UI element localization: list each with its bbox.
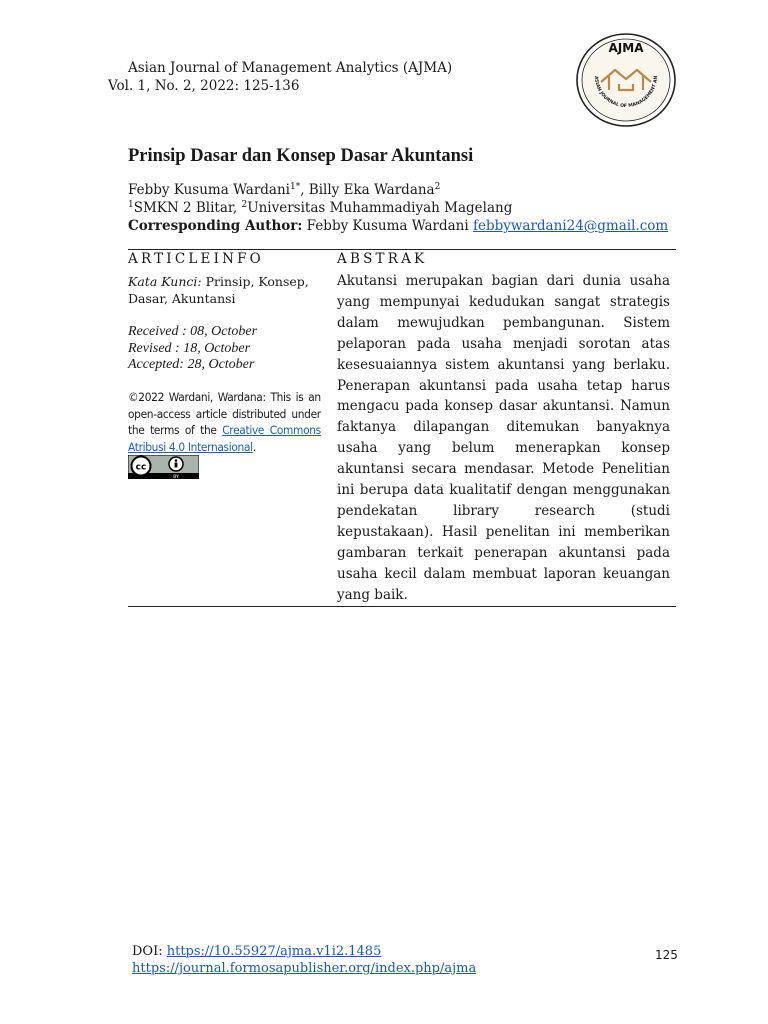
cc-icon: [132, 457, 151, 476]
corr-name: Febby Kusuma Wardani: [302, 218, 473, 234]
abstract-heading: ABSTRAK: [337, 251, 428, 267]
cc-badge-label: BY: [173, 475, 179, 479]
author-1: Febby Kusuma Wardani: [128, 182, 290, 198]
received-date: Received : 08, October: [128, 324, 258, 339]
top-rule: [128, 249, 676, 250]
journal-volume: Vol. 1, No. 2, 2022: 125-136: [108, 78, 300, 94]
corr-label: Corresponding Author:: [128, 218, 303, 234]
keywords-label: Kata Kunci:: [128, 274, 202, 289]
logo-text: AJMA: [608, 41, 644, 55]
footer-links: [132, 943, 476, 977]
corresponding-author: [128, 218, 668, 234]
cc-by-badge[interactable]: [128, 455, 199, 479]
svg-text:cc: cc: [135, 462, 147, 473]
attribution-icon: [169, 457, 183, 471]
journal-name: Asian Journal of Management Analytics (AJMA): [128, 60, 453, 76]
bottom-rule: [128, 606, 676, 607]
affil-2: Universitas Muhammadiyah Magelang: [247, 200, 513, 216]
doi-label: DOI:: [132, 944, 167, 959]
corr-email-link[interactable]: febbywardani24@gmail.com: [472, 218, 669, 234]
article-dates: [128, 324, 321, 374]
affil-1: SMKN 2 Blitar,: [133, 200, 242, 216]
page-number: 125: [655, 948, 678, 962]
license-suffix: .: [252, 441, 256, 455]
author-line: [128, 182, 440, 198]
license-statement: [128, 390, 321, 457]
license-prefix: ©2022 Wardani, Wardana: This is an open-access article distributed under the terms of the: [128, 391, 321, 438]
doi-line: [132, 943, 476, 960]
author-2: , Billy Eka Wardana: [300, 182, 435, 198]
accepted-date: Accepted: 28, October: [128, 357, 255, 372]
keywords: [128, 273, 321, 307]
author-1-mark: 1*: [289, 182, 301, 192]
article-title: Prinsip Dasar dan Konsep Dasar Akuntansi: [128, 146, 474, 166]
keywords-list: Prinsip, Konsep, Dasar, Akuntansi: [128, 274, 309, 306]
journal-logo: [575, 32, 677, 128]
logo-ring-text: ASIAN JOURNAL OF MANAGEMENT AN: [592, 75, 660, 110]
license-link[interactable]: Creative Commons Atribusi 4.0 Internasional: [128, 424, 321, 455]
article-info-heading: ARTICLEINFO: [128, 251, 264, 267]
doi-link[interactable]: https://10.55927/ajma.v1i2.1485: [166, 944, 382, 959]
affil-1-mark: 1: [128, 200, 134, 210]
affil-2-mark: 2: [241, 200, 248, 210]
abstract-text: Akutansi merupakan bagian dari dunia usaha yang mempunyai kedudukan sangat strategis dalam mewujudkan pembangunan. Sistem pelaporan pada usaha menjadi sorotan atas kesesuaiannya sistem akuntansi yang berlaku. Penerapan akuntansi pada usaha tetap harus mengacu pada konsep dasar akuntansi. Namun faktanya dilapangan ditemukan banyaknya usaha yang belum menerapkan konsep akuntansi secara mendasar. Metode Penelitian ini berupa data kualitatif dengan menggunakan pendekatan library research (studi kepustakaan). Hasil penelitan ini memberikan gambaran terkait penerapan akuntansi pada usaha kecil dalam membuat laporan keuangan yang baik.: [337, 273, 670, 603]
author-2-mark: 2: [434, 182, 441, 192]
affiliation-line: [128, 200, 512, 216]
revised-date: Revised : 18, October: [128, 340, 251, 356]
journal-url-link[interactable]: https://journal.formosapublisher.org/index.php/ajma: [132, 961, 477, 976]
